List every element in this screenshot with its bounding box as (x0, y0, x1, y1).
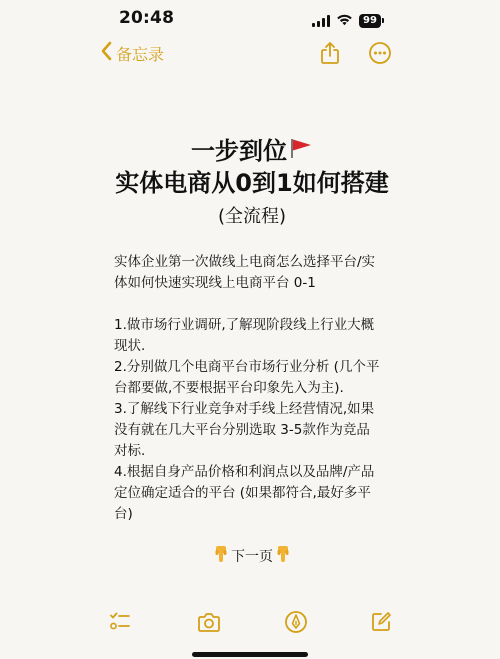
list-line: 台都要做,不要根据平台印象先入为主). (114, 379, 344, 396)
list-line: 现状. (114, 337, 146, 354)
intro-line: 体如何快速实现线上电商平台 0-1 (114, 274, 316, 291)
navigation-bar (0, 38, 500, 72)
note-intro (114, 252, 390, 294)
chevron-left-icon (100, 41, 112, 65)
camera-icon[interactable] (197, 610, 221, 634)
list-line: 定位确定适合的平台 (如果都符合,最好多平 (114, 484, 371, 501)
status-icons (312, 11, 384, 30)
status-bar (0, 0, 500, 40)
next-page-label (114, 545, 390, 567)
battery-level: 99 (359, 14, 381, 28)
intro-line: 实体企业第一次做线上电商怎么选择平台/实 (114, 253, 376, 270)
status-time: 20:48 (119, 8, 175, 28)
home-indicator[interactable] (192, 652, 308, 657)
more-options-icon[interactable] (368, 41, 392, 65)
note-title (114, 135, 390, 200)
cellular-signal-icon (312, 15, 330, 27)
hand-pointing-down-icon (213, 545, 229, 567)
list-line: 1.做市场行业调研,了解现阶段线上行业大概 (114, 316, 375, 333)
note-body[interactable] (114, 135, 390, 567)
list-line: 对标. (114, 442, 146, 459)
compose-icon[interactable] (369, 610, 393, 634)
list-line: 4.根据自身产品价格和利润点以及品牌/产品 (114, 463, 375, 480)
battery-icon (359, 14, 384, 28)
red-flag-icon (289, 135, 313, 167)
nav-actions (318, 41, 392, 65)
note-list (114, 315, 390, 525)
note-subtitle: (全流程) (217, 205, 287, 227)
list-line: 没有就在几大平台分别选取 3-5款作为竞品 (114, 421, 370, 438)
bottom-toolbar (0, 608, 500, 636)
checklist-icon[interactable] (108, 610, 132, 634)
share-icon[interactable] (318, 41, 342, 65)
list-line: 2.分别做几个电商平台市场行业分析 (几个平 (114, 358, 380, 375)
title-line-1: 一步到位 (191, 137, 287, 165)
list-line: 台) (114, 505, 133, 522)
list-line: 3.了解线下行业竞争对手线上经营情况,如果 (114, 400, 375, 417)
next-page-text: 下一页 (231, 548, 273, 565)
title-line-2: 实体电商从0到1如何搭建 (115, 169, 389, 198)
back-button[interactable] (100, 41, 164, 65)
markup-pen-icon[interactable] (284, 610, 308, 634)
wifi-icon (336, 11, 353, 30)
hand-pointing-down-icon (275, 545, 291, 567)
back-label: 备忘录 (116, 44, 165, 64)
